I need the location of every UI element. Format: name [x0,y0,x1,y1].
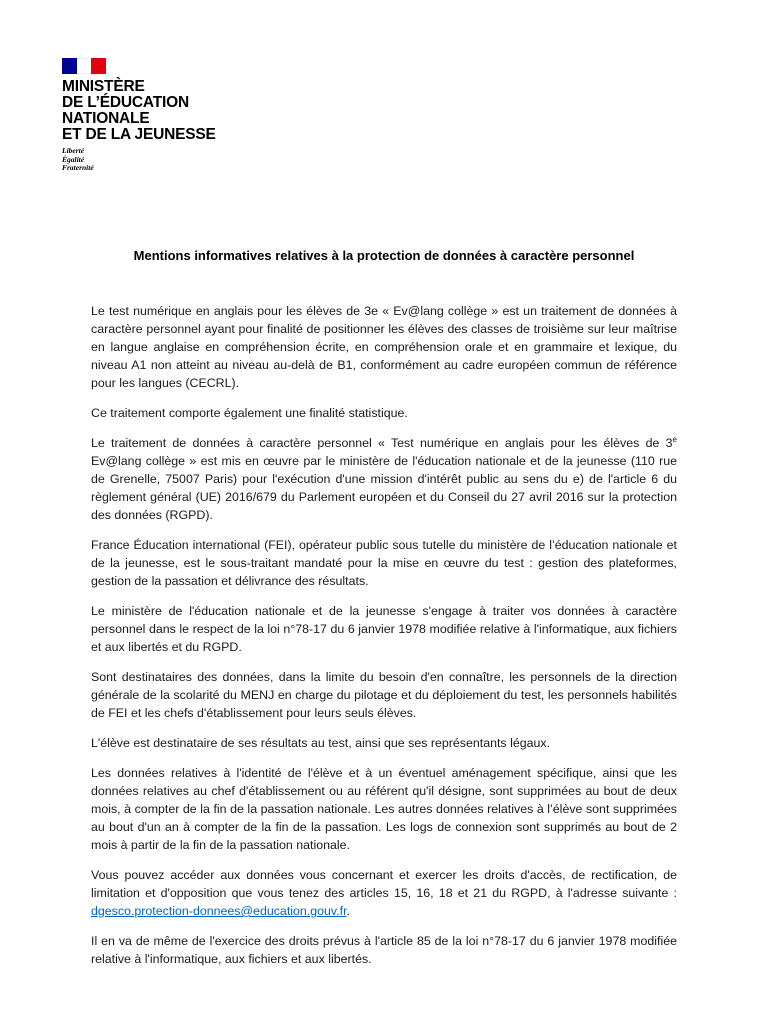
motto-liberte: Liberté [62,146,85,155]
republic-motto [62,147,216,173]
paragraph-controller-part1: Le traitement de données à caractère personnel « Test numérique en anglais pour les élèves de 3 [91,436,673,450]
paragraph-controller [91,434,677,524]
motto-egalite: Égalité [62,154,85,164]
paragraph-results: L'élève est destinataire de ses résultats au test, ainsi que ses représentants légaux. [91,736,551,750]
logo-line-3: NATIONALE [62,110,150,127]
logo-line-4: ET DE LA JEUNESSE [62,126,216,143]
document-body [91,302,677,980]
motto-fraternite: Fraternité [62,163,94,172]
french-flag-icon [62,58,106,74]
flag-red-band [91,58,106,74]
ministry-logo [62,58,216,173]
contact-email-link[interactable]: dgesco.protection-donnees@education.gouv.fr [91,904,347,918]
paragraph-commitment: Le ministère de l'éducation nationale et de la jeunesse s'engage à traiter vos données à caractère personnel dans le respect de la loi n°78-17 du 6 janvier 1978 modifiée relative à l'informatique, aux fichiers et aux libertés et du RGPD. [91,604,677,654]
paragraph-recipients: Sont destinataires des données, dans la limite du besoin d'en connaître, les personnels de la direction générale de la scolarité du MENJ en charge du pilotage et du déploiement du test, les personnels habilités de FEI et les chefs d'établissement pour leurs seuls élèves. [91,670,677,720]
flag-white-band [77,58,91,74]
paragraph-article-85: Il en va de même de l'exercice des droits prévus à l'article 85 de la loi n°78-17 du 6 janvier 1978 modifiée relative à l'informatique, aux fichiers et aux libertés. [91,934,677,966]
paragraph-rights [91,866,677,920]
superscript-e: e [672,434,677,444]
flag-blue-band [62,58,77,74]
paragraph-controller-part2: Ev@lang collège » est mis en œuvre par le ministère de l'éducation nationale et de la jeunesse (110 rue de Grenelle, 75007 Paris) pour l'exécution d'une mission d'intérêt public au sens du e) de l'article 6 du règlement général (UE) 2016/679 du Parlement européen et du Conseil du 27 avril 2016 sur la protection des données (RGPD). [91,454,677,522]
paragraph-rights-end: . [346,904,350,918]
paragraph-subcontractor: France Éducation international (FEI), opérateur public sous tutelle du ministère de l’éducation nationale et de la jeunesse, est le sous-traitant mandaté pour la mise en œuvre du test : gestion des plateformes, gestion de la passation et délivrance des résultats. [91,538,677,588]
paragraph-purpose: Le test numérique en anglais pour les élèves de 3e « Ev@lang collège » est un traitement de données à caractère personnel ayant pour finalité de positionner les élèves des classes de troisième sur leur maîtrise en langue anglaise en compréhension écrite, en compréhension orale et en grammaire et lexique, du niveau A1 non atteint au niveau au-delà de B1, conformément au cadre européen commun de référence pour les langues (CECRL). [91,304,677,390]
paragraph-statistics: Ce traitement comporte également une finalité statistique. [91,406,408,420]
logo-line-1: MINISTÈRE [62,78,145,95]
paragraph-rights-text: Vous pouvez accéder aux données vous concernant et exercer les droits d'accès, de rectification, de limitation et d'opposition que vous tenez des articles 15, 16, 18 et 21 du RGPD, à l'adresse suivante : [91,868,677,900]
logo-line-2: DE L’ÉDUCATION [62,94,189,111]
document-title: Mentions informatives relatives à la protection de données à caractère personnel [133,248,635,263]
paragraph-retention: Les données relatives à l'identité de l'élève et à un éventuel aménagement spécifique, ainsi que les données relatives au chef d'établissement ou au référent qu'il désigne, sont supprimées au bout de deux mois, à compter de la fin de la passation nationale. Les autres données relatives à l’élève sont supprimées au bout d'un an à compter de la fin de la passation. Les logs de connexion sont supprimés au bout de 2 mois à partir de la fin de la passation nationale. [91,766,677,852]
